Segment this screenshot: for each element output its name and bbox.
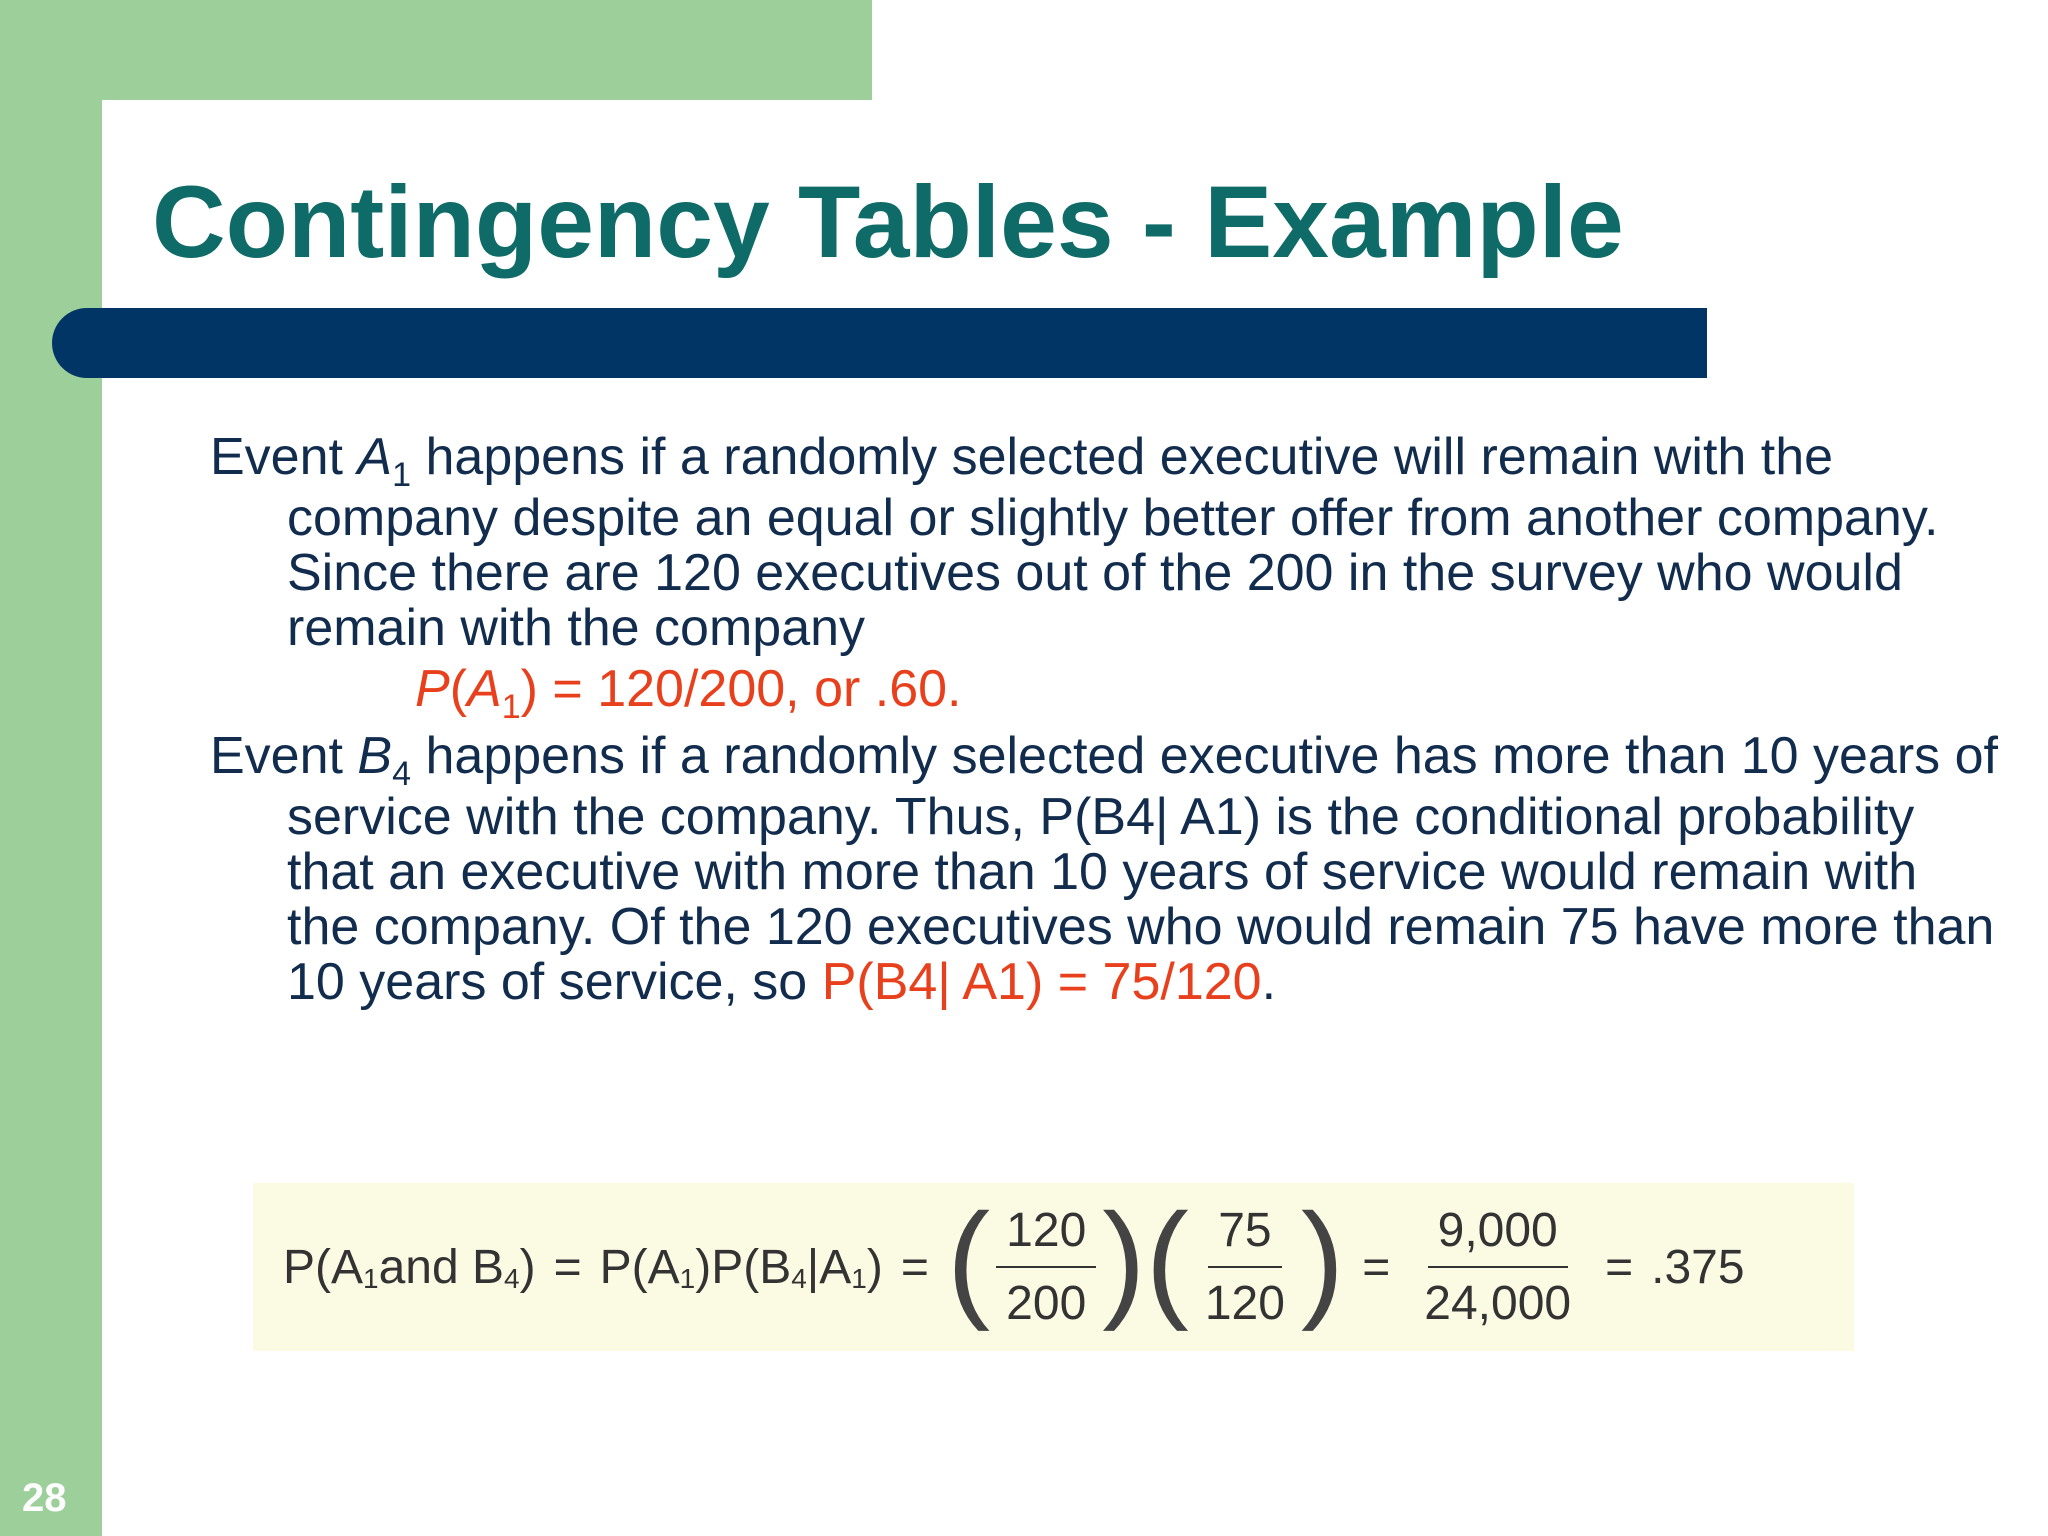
paragraph-text: happens if a randomly selected executive will remain with the company despite an equal or slightly better offer from another company. Since there are 120 executives out of the 200 in the survey who would remain with the company xyxy=(287,428,1939,657)
eq-result: .375 xyxy=(1651,1240,1745,1294)
equals-sign: = xyxy=(553,1240,582,1294)
denominator: 200 xyxy=(1006,1277,1087,1330)
numerator: 9,000 xyxy=(1428,1203,1568,1268)
highlighted-formula: P(B4| A1) = 75/120 xyxy=(821,953,1262,1011)
event-variable: A xyxy=(357,428,393,486)
slide-title: Contingency Tables - Example xyxy=(152,165,1624,279)
event-variable: B xyxy=(357,727,393,785)
fraction-75-120 xyxy=(1195,1203,1295,1331)
eq-subscript: 1 xyxy=(851,1263,867,1294)
event-word: Event xyxy=(210,727,358,785)
eq-mid-bar: |A xyxy=(806,1240,852,1294)
equation-box xyxy=(253,1183,1854,1351)
left-paren: ( xyxy=(1145,1186,1189,1332)
eq-subscript: 4 xyxy=(791,1263,807,1294)
formula-p-a1 xyxy=(415,660,2000,726)
left-decorative-bar xyxy=(0,0,102,1536)
denominator: 120 xyxy=(1204,1277,1285,1330)
numerator: 120 xyxy=(996,1203,1096,1268)
formula-subscript: 1 xyxy=(501,688,521,726)
formula-open-paren: ( xyxy=(449,660,468,718)
left-paren: ( xyxy=(946,1186,991,1332)
eq-subscript: 1 xyxy=(679,1263,696,1294)
slide-body xyxy=(210,430,2000,1010)
paragraph-event-a1 xyxy=(210,430,2000,656)
equals-sign: = xyxy=(1605,1240,1634,1294)
event-subscript: 1 xyxy=(392,456,412,494)
numerator: 75 xyxy=(1208,1203,1281,1268)
paragraph-event-b4 xyxy=(210,729,2000,1010)
eq-subscript: 4 xyxy=(504,1263,520,1294)
equals-sign: = xyxy=(1362,1240,1391,1294)
formula-variable: A xyxy=(467,660,502,718)
eq-mid-close: ) xyxy=(866,1240,883,1294)
event-word: Event xyxy=(210,428,358,486)
formula-p: P xyxy=(415,660,450,718)
eq-lhs-p: P(A xyxy=(283,1240,364,1294)
right-paren: ) xyxy=(1300,1186,1345,1332)
equals-sign: = xyxy=(900,1240,929,1294)
paragraph-text: happens if a randomly selected executive has more than 10 years of service with the company. Thus, P(B4| A1) is the conditional probability that an executive with more than 10 years of service would remain with the company. Of the 120 executives who would remain 75 have more than 10 years of service, so xyxy=(287,727,1998,1011)
formula-rest: ) = 120/200, or .60. xyxy=(520,660,962,718)
eq-mid-p: )P(B xyxy=(695,1240,792,1294)
joint-probability-equation xyxy=(283,1183,1745,1351)
right-paren: ) xyxy=(1102,1186,1146,1332)
paragraph-end: . xyxy=(1261,953,1277,1011)
top-decorative-bar xyxy=(0,0,872,100)
page-number: 28 xyxy=(22,1476,67,1520)
eq-mid-p: P(A xyxy=(599,1240,680,1294)
fraction-120-200 xyxy=(996,1203,1096,1331)
event-subscript: 4 xyxy=(392,755,412,793)
denominator: 24,000 xyxy=(1424,1277,1572,1330)
eq-lhs-close: ) xyxy=(519,1240,536,1294)
fraction-9000-24000 xyxy=(1414,1203,1581,1331)
title-underline-bar xyxy=(52,308,1707,378)
eq-lhs-and: and B xyxy=(378,1240,505,1294)
eq-subscript: 1 xyxy=(363,1263,379,1294)
